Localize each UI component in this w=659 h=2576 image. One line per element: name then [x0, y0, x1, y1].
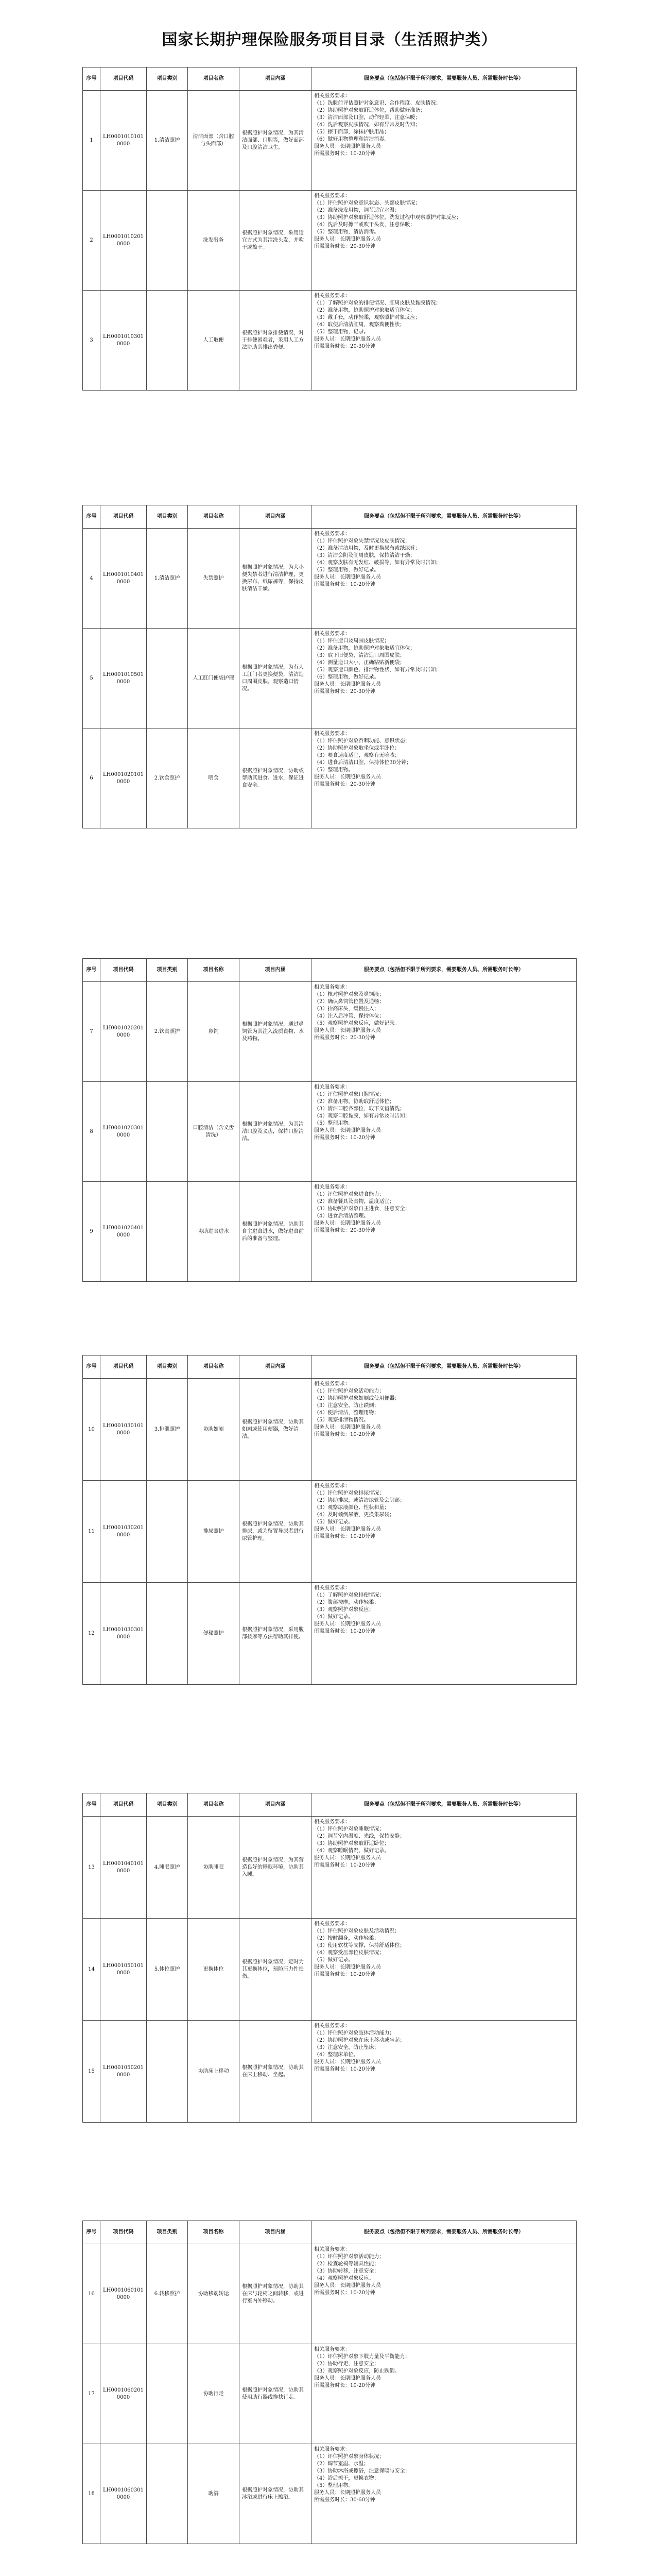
table-row [83, 1082, 577, 1182]
item-description: 根据照护对象情况，协助其沐浴或进行床上擦浴。 [239, 2444, 311, 2544]
column-header: 服务要点（包括但不限于所列要求，需要服务人员、所需服务时长等） [311, 67, 577, 91]
column-header: 服务要点（包括但不限于所列要求，需要服务人员、所需服务时长等） [311, 1355, 577, 1379]
item-code: LH00010204010000 [100, 1182, 147, 1282]
service-key-points: 相关服务要求： （1）评估照护对象肢体活动能力； （2）协助照护对象在床上移动或坐起； （3）注意安全，防止坠床； （4）整理床单位。 服务人员：长期照护服务人员 所需服务时长：10-20分钟 [311, 2021, 577, 2123]
item-category [147, 1082, 188, 1182]
item-name: 喂食 [188, 728, 239, 828]
table-page [82, 1355, 577, 1685]
service-key-points: 相关服务要求： （1）了解照护对象排便情况； （2）腹部按摩，动作轻柔； （3）观察照护对象反应； （4）做好记录。 服务人员：长期照护服务人员 所需服务时长：10-20分钟 [311, 1583, 577, 1685]
item-name: 协助睡眠 [188, 1817, 239, 1919]
item-category [147, 1481, 188, 1583]
item-name: 更换体位 [188, 1919, 239, 2021]
item-category: 1.清洁照护 [147, 91, 188, 191]
item-name: 人工取便 [188, 291, 239, 391]
item-name: 洗发服务 [188, 191, 239, 291]
column-header: 序号 [83, 1793, 100, 1817]
column-header: 项目名称 [188, 1793, 239, 1817]
item-category [147, 2444, 188, 2544]
table-page [82, 67, 577, 391]
item-description: 根据照护对象情况，协助或帮助其进食、进水，保证进食安全。 [239, 728, 311, 828]
item-description: 根据照护对象情况，协助其使用助行器或搀扶行走。 [239, 2344, 311, 2444]
column-header: 项目内涵 [239, 2221, 311, 2244]
row-number: 3 [83, 291, 100, 391]
item-name: 口腔清洁（含义齿清洗） [188, 1082, 239, 1182]
table-row [83, 1182, 577, 1282]
table-header-row [83, 505, 577, 529]
column-header: 项目类别 [147, 67, 188, 91]
row-number: 16 [83, 2244, 100, 2344]
item-category [147, 2344, 188, 2444]
row-number: 11 [83, 1481, 100, 1583]
service-key-points: 相关服务要求： （1）评估照护对象吞咽功能、意识状态； （2）协助照护对象取坐位或半卧位； （3）喂食速度适宜，观察有无呛咳； （4）进食后清洁口腔，保持体位30分钟； （5）整理用物。 服务人员：长期照护服务人员 所需服务时长：20-30分钟 [311, 728, 577, 828]
service-table [82, 1355, 577, 1685]
row-number: 13 [83, 1817, 100, 1919]
row-number: 17 [83, 2344, 100, 2444]
item-code: LH00010103010000 [100, 291, 147, 391]
item-category: 2.饮食照护 [147, 728, 188, 828]
column-header: 项目内涵 [239, 959, 311, 982]
row-number: 2 [83, 191, 100, 291]
table-row [83, 2344, 577, 2444]
column-header: 项目代码 [100, 1355, 147, 1379]
column-header: 项目内涵 [239, 1355, 311, 1379]
column-header: 项目代码 [100, 505, 147, 529]
table-header-row [83, 1793, 577, 1817]
item-code: LH00010101010000 [100, 91, 147, 191]
column-header: 服务要点（包括但不限于所列要求，需要服务人员、所需服务时长等） [311, 505, 577, 529]
column-header: 项目类别 [147, 505, 188, 529]
item-category: 3.排泄照护 [147, 1379, 188, 1481]
service-table [82, 958, 577, 1282]
item-description: 根据照护对象情况，为其清洁面部、口腔等，做好面部及口腔清洁卫生。 [239, 91, 311, 191]
item-category [147, 1182, 188, 1282]
item-code: LH00010301010000 [100, 1379, 147, 1481]
service-key-points: 相关服务要求： （1）洗脸前评估照护对象意识、合作程度、皮肤情况； （2）协助照护对象取舒适体位，帮助做好准备； （3）清洁面部及口腔，动作轻柔，注意保暖； （4）洗后观察皮肤情况，如有异常及时告知； （5）擦干面部，涂抹护肤用品； （6）做好用物整理和清洁消毒。 服务人员：长期照护服务人员 所需服务时长：10-20分钟 [311, 91, 577, 191]
item-code: LH00010601010000 [100, 2244, 147, 2344]
table-row [83, 1583, 577, 1685]
item-name: 失禁照护 [188, 529, 239, 629]
item-description: 根据照护对象情况，协助其在床上移动、坐起。 [239, 2021, 311, 2123]
column-header: 项目名称 [188, 1355, 239, 1379]
table-header-row [83, 2221, 577, 2244]
item-name: 人工肛门便袋护理 [188, 629, 239, 728]
column-header: 序号 [83, 505, 100, 529]
service-key-points: 相关服务要求： （1）评估照护对象活动能力； （2）协助照护对象如厕或使用便器； （3）注意安全，防止跌倒； （4）便后清洁，整理用物； （5）观察排泄物情况。 服务人员：长期照护服务人员 所需服务时长：10-20分钟 [311, 1379, 577, 1481]
item-category: 6.转移照护 [147, 2244, 188, 2344]
item-description: 根据照护对象情况，通过鼻饲管为其注入流质食物、水及药物。 [239, 982, 311, 1082]
service-key-points: 相关服务要求： （1）评估造口及周围皮肤情况； （2）准备用物，协助照护对象取适宜体位； （3）取下旧便袋，清洁造口周围皮肤； （4）测量造口大小，正确粘贴新便袋； （5）观察造口颜色、排泄物性状，如有异常及时告知； （6）整理用物，做好记录。 服务人员：长期照护服务人员 所需服务时长：20-30分钟 [311, 629, 577, 728]
column-header: 服务要点（包括但不限于所列要求，需要服务人员、所需服务时长等） [311, 1793, 577, 1817]
row-number: 5 [83, 629, 100, 728]
item-code: LH00010105010000 [100, 629, 147, 728]
column-header: 项目代码 [100, 67, 147, 91]
item-category: 5.体位照护 [147, 1919, 188, 2021]
service-table [82, 1793, 577, 2123]
item-description: 根据照护对象情况，定时为其更换体位，预防压力性损伤。 [239, 1919, 311, 2021]
item-name: 协助行走 [188, 2344, 239, 2444]
row-number: 9 [83, 1182, 100, 1282]
item-category [147, 2021, 188, 2123]
column-header: 项目代码 [100, 1793, 147, 1817]
table-page [82, 2221, 577, 2544]
table-row [83, 191, 577, 291]
table-row [83, 1817, 577, 1919]
table-row [83, 529, 577, 629]
column-header: 序号 [83, 2221, 100, 2244]
column-header: 序号 [83, 1355, 100, 1379]
service-key-points: 相关服务要求： （1）评估照护对象活动能力； （2）检查轮椅等辅具性能； （3）协助转移，注意安全； （4）观察照护对象反应。 服务人员：长期照护服务人员 所需服务时长：10-20分钟 [311, 2244, 577, 2344]
row-number: 1 [83, 91, 100, 191]
service-key-points: 相关服务要求： （1）评估照护对象排尿情况； （2）协助排尿，或清洁尿管及会阴部； （3）观察尿液颜色、性状和量； （4）及时倾倒尿液，更换集尿袋； （5）做好记录。 服务人员：长期照护服务人员 所需服务时长：10-20分钟 [311, 1481, 577, 1583]
item-name: 协助进食进水 [188, 1182, 239, 1282]
table-row [83, 2021, 577, 2123]
column-header: 服务要点（包括但不限于所列要求，需要服务人员、所需服务时长等） [311, 2221, 577, 2244]
item-description: 根据照护对象情况，协助其自主进食进水，做好进食前后的准备与整理。 [239, 1182, 311, 1282]
item-description: 根据照护对象情况，采用腹部按摩等方法帮助其排便。 [239, 1583, 311, 1685]
item-code: LH00010603010000 [100, 2444, 147, 2544]
document-title: 国家长期护理保险服务项目目录（生活照护类） [162, 31, 497, 49]
service-key-points: 相关服务要求： （1）评估照护对象口腔情况； （2）准备用物，协助取舒适体位； （3）清洁口腔各部位，取下义齿清洗； （4）观察口腔黏膜，如有异常及时告知； （5）整理用物。 服务人员：长期照护服务人员 所需服务时长：10-20分钟 [311, 1082, 577, 1182]
row-number: 14 [83, 1919, 100, 2021]
column-header: 项目类别 [147, 2221, 188, 2244]
table-page [82, 958, 577, 1282]
item-category [147, 191, 188, 291]
column-header: 项目名称 [188, 505, 239, 529]
service-table [82, 2221, 577, 2544]
item-code: LH00010401010000 [100, 1817, 147, 1919]
item-code: LH00010202010000 [100, 982, 147, 1082]
item-description: 根据照护对象情况，协助其在床与轮椅之间转移，或进行室内外移动。 [239, 2244, 311, 2344]
service-key-points: 相关服务要求： （1）评估照护对象进食能力； （2）准备餐具及食物，温度适宜； （3）协助照护对象自主进食，注意安全； （4）进食后清洁整理。 服务人员：长期照护服务人员 所需服务时长：20-30分钟 [311, 1182, 577, 1282]
column-header: 项目代码 [100, 2221, 147, 2244]
item-name: 协助床上移动 [188, 2021, 239, 2123]
item-code: LH00010201010000 [100, 728, 147, 828]
item-code: LH00010303010000 [100, 1583, 147, 1685]
table-header-row [83, 959, 577, 982]
service-key-points: 相关服务要求： （1）核对照护对象及鼻饲液； （2）确认鼻饲管位置及通畅； （3）抬高床头，缓慢注入； （4）注入后冲管，保持体位； （5）观察照护对象反应，做好记录。 服务人员：长期照护服务人员 所需服务时长：20-30分钟 [311, 982, 577, 1082]
service-key-points: 相关服务要求： （1）评估照护对象皮肤及活动情况； （2）按时翻身，动作轻柔； （3）使用软枕等支撑，保持舒适体位； （4）观察受压部位皮肤情况； （5）做好记录。 服务人员：长期照护服务人员 所需服务时长：10-20分钟 [311, 1919, 577, 2021]
item-description: 根据照护对象情况，为其清洁口腔及义齿，保持口腔清洁。 [239, 1082, 311, 1182]
item-code: LH00010102010000 [100, 191, 147, 291]
row-number: 12 [83, 1583, 100, 1685]
column-header: 项目名称 [188, 959, 239, 982]
column-header: 序号 [83, 959, 100, 982]
table-row [83, 91, 577, 191]
item-name: 鼻饲 [188, 982, 239, 1082]
item-category: 2.饮食照护 [147, 982, 188, 1082]
table-row [83, 982, 577, 1082]
column-header: 项目内涵 [239, 1793, 311, 1817]
item-name: 排尿照护 [188, 1481, 239, 1583]
table-page [82, 1793, 577, 2123]
item-description: 根据照护对象排便情况，对于排便困难者，采用人工方法协助其排出粪便。 [239, 291, 311, 391]
item-category [147, 629, 188, 728]
table-row [83, 1481, 577, 1583]
item-category [147, 1583, 188, 1685]
table-row [83, 728, 577, 828]
item-description: 根据照护对象情况，协助其如厕或使用便器，做好清洁。 [239, 1379, 311, 1481]
table-row [83, 1919, 577, 2021]
service-key-points: 相关服务要求： （1）了解照护对象的排便情况、肛周皮肤及黏膜情况； （2）准备用物，协助照护对象取适宜体位； （3）戴手套，动作轻柔，观察照护对象反应； （4）取便后清洁肛周，观察粪便性状； （5）整理用物，记录。 服务人员：长期照护服务人员 所需服务时长：20-30分钟 [311, 291, 577, 391]
item-code: LH00010302010000 [100, 1481, 147, 1583]
column-header: 项目类别 [147, 1355, 188, 1379]
column-header: 项目名称 [188, 2221, 239, 2244]
item-description: 根据照护对象情况，为大小便失禁者进行清洁护理，更换尿布、纸尿裤等，保持皮肤清洁干燥。 [239, 529, 311, 629]
service-table [82, 67, 577, 391]
column-header: 项目类别 [147, 959, 188, 982]
service-key-points: 相关服务要求： （1）评估照护对象意识状态、头部皮肤情况； （2）准备洗发用物，调节适宜水温； （3）协助照护对象取舒适体位，洗发过程中观察照护对象反应； （4）洗后及时擦干或吹干头发，注意保暖； （5）整理用物，清洁消毒。 服务人员：长期照护服务人员 所需服务时长：20-30分钟 [311, 191, 577, 291]
item-description: 根据照护对象情况，采用适宜方式为其清洗头发，并吹干或擦干。 [239, 191, 311, 291]
service-key-points: 相关服务要求： （1）评估照护对象失禁情况及皮肤情况； （2）准备清洁用物，及时更换尿布或纸尿裤； （3）清洁会阴及肛周皮肤，保持清洁干燥； （4）观察皮肤有无发红、破损等，如有异常及时告知； （5）整理用物，做好记录。 服务人员：长期照护服务人员 所需服务时长：10-20分钟 [311, 529, 577, 629]
column-header: 项目内涵 [239, 505, 311, 529]
item-description: 根据照护对象情况，为有人工肛门者更换便袋，清洁造口周围皮肤，观察造口情况。 [239, 629, 311, 728]
table-row [83, 2444, 577, 2544]
row-number: 18 [83, 2444, 100, 2544]
table-row [83, 1379, 577, 1481]
item-name: 清洁面部（含口腔与头面部） [188, 91, 239, 191]
column-header: 项目名称 [188, 67, 239, 91]
row-number: 7 [83, 982, 100, 1082]
column-header: 项目内涵 [239, 67, 311, 91]
service-table [82, 505, 577, 828]
item-code: LH00010602010000 [100, 2344, 147, 2444]
service-key-points: 相关服务要求： （1）评估照护对象身体状况； （2）调节室温、水温； （3）协助沐浴或擦浴，注意保暖与安全； （4）浴后擦干，更换衣物； （5）整理用物。 服务人员：长期照护服务人员 所需服务时长：30-60分钟 [311, 2444, 577, 2544]
row-number: 15 [83, 2021, 100, 2123]
column-header: 服务要点（包括但不限于所列要求，需要服务人员、所需服务时长等） [311, 959, 577, 982]
item-description: 根据照护对象情况，协助其排尿，或为留置导尿者进行尿管护理。 [239, 1481, 311, 1583]
table-row [83, 2244, 577, 2344]
row-number: 6 [83, 728, 100, 828]
item-name: 协助移动转运 [188, 2244, 239, 2344]
table-row [83, 291, 577, 391]
item-code: LH00010502010000 [100, 2021, 147, 2123]
item-description: 根据照护对象情况，为其营造良好的睡眠环境，协助其入睡。 [239, 1817, 311, 1919]
item-name: 协助如厕 [188, 1379, 239, 1481]
item-name: 助浴 [188, 2444, 239, 2544]
item-category [147, 291, 188, 391]
row-number: 4 [83, 529, 100, 629]
item-category: 1.清洁照护 [147, 529, 188, 629]
table-page [82, 505, 577, 828]
item-code: LH00010104010000 [100, 529, 147, 629]
service-key-points: 相关服务要求： （1）评估照护对象睡眠情况； （2）调节室内温度、光线，保持安静； （3）协助照护对象取舒适卧位； （4）观察睡眠情况，做好记录。 服务人员：长期照护服务人员 所需服务时长：10-20分钟 [311, 1817, 577, 1919]
table-header-row [83, 67, 577, 91]
item-code: LH00010501010000 [100, 1919, 147, 2021]
item-category: 4.睡眠照护 [147, 1817, 188, 1919]
column-header: 项目类别 [147, 1793, 188, 1817]
column-header: 序号 [83, 67, 100, 91]
item-name: 便秘照护 [188, 1583, 239, 1685]
item-code: LH00010203010000 [100, 1082, 147, 1182]
row-number: 10 [83, 1379, 100, 1481]
table-row [83, 629, 577, 728]
table-header-row [83, 1355, 577, 1379]
row-number: 8 [83, 1082, 100, 1182]
service-key-points: 相关服务要求： （1）评估照护对象下肢力量及平衡能力； （2）协助行走，注意安全； （3）观察照护对象反应，防止跌倒。 服务人员：长期照护服务人员 所需服务时长：10-20分钟 [311, 2344, 577, 2444]
column-header: 项目代码 [100, 959, 147, 982]
